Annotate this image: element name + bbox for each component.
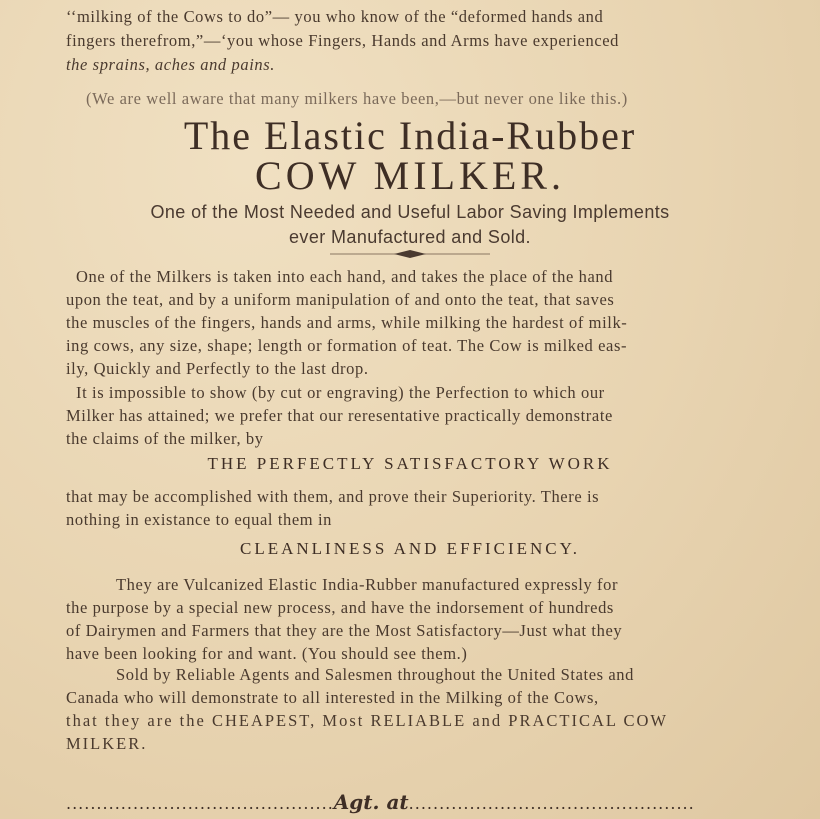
- ad-subtitle: COW MILKER.: [255, 153, 565, 198]
- ad-title: The Elastic India-Rubber: [183, 113, 637, 158]
- body-line: of Dairymen and Farmers that they are the Most Satisfactory—Just what they: [66, 621, 623, 640]
- body-line: nothing in existance to equal them in: [66, 510, 332, 529]
- body-line: the purpose by a special new process, and have the indorsement of hundreds: [66, 598, 614, 617]
- body-line: One of the Milkers is taken into each hand, and takes the place of the hand: [76, 267, 614, 286]
- body-line: the claims of the milker, by: [66, 429, 264, 448]
- dotted-leader: ............................................: [66, 794, 334, 813]
- tagline: ever Manufactured and Sold.: [289, 227, 531, 247]
- body-line: It is impossible to show (by cut or engraving) the Perfection to which our: [76, 383, 605, 402]
- agent-label: Agt. at: [333, 790, 409, 814]
- body-line: They are Vulcanized Elastic India-Rubber manufactured expressly for: [116, 575, 619, 594]
- body-line: the muscles of the fingers, hands and arms, while milking the hardest of milk-: [66, 313, 628, 332]
- body-line: Canada who will demonstrate to all interested in the Milking of the Cows,: [66, 688, 599, 707]
- body-line: Sold by Reliable Agents and Salesmen throughout the United States and: [116, 665, 634, 684]
- heading-cleanliness: CLEANLINESS AND EFFICIENCY.: [240, 539, 580, 558]
- body-line: ing cows, any size, shape; length or formation of teat. The Cow is milked eas-: [66, 336, 628, 355]
- body-line: that they are the CHEAPEST, Most RELIABLE and PRACTICAL COW: [66, 711, 668, 730]
- heading-satisfactory-work: THE PERFECTLY SATISFACTORY WORK: [207, 454, 613, 473]
- aside-line: (We are well aware that many milkers have been,—but never one like this.): [86, 89, 628, 108]
- body-line: ily, Quickly and Perfectly to the last drop.: [66, 359, 369, 378]
- body-line: MILKER.: [66, 734, 148, 753]
- intro-line: fingers therefrom,”—‘you whose Fingers, Hands and Arms have experienced: [66, 31, 620, 50]
- body-line: have been looking for and want. (You should see them.): [66, 644, 468, 663]
- body-line: Milker has attained; we prefer that our reresentative practically demonstrate: [66, 406, 613, 425]
- ornament-divider: [330, 249, 490, 259]
- body-line: upon the teat, and by a uniform manipulation of and onto the teat, that saves: [66, 290, 615, 309]
- tagline: One of the Most Needed and Useful Labor Saving Implements: [150, 202, 670, 222]
- intro-line: the sprains, aches and pains.: [66, 55, 275, 74]
- agent-signature-line: [66, 790, 766, 814]
- body-line: that may be accomplished with them, and prove their Superiority. There is: [66, 487, 600, 506]
- dotted-leader: ...............................................: [408, 794, 695, 813]
- intro-line: ‘‘milking of the Cows to do”— you who know of the “deformed hands and: [66, 7, 604, 26]
